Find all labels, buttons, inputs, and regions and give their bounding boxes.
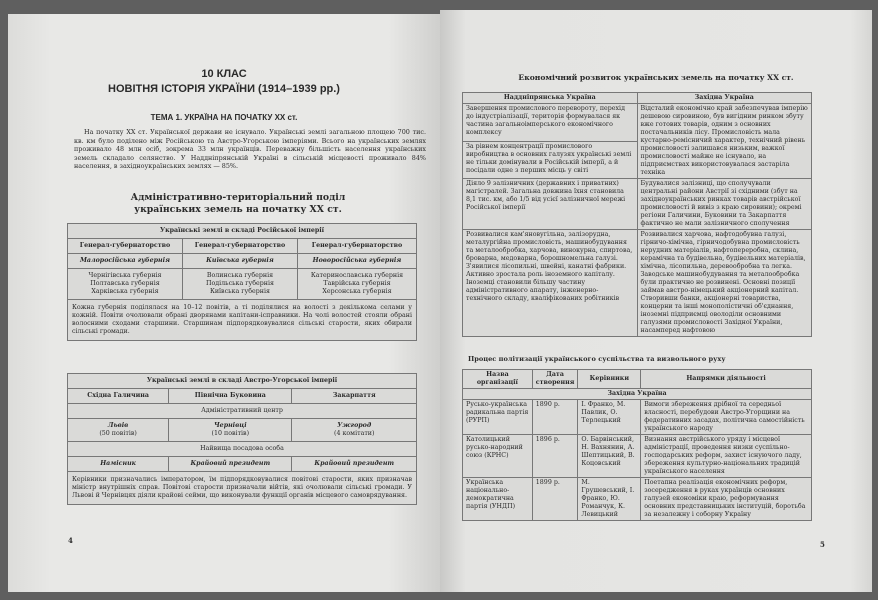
table-row [463,400,812,435]
politics-title: Процес політизації українського суспільства та визвольного руху [468,355,726,363]
table-cell: Завершення промислового перевороту, перехід до індустріалізації, територія формувалася як частина загальноімперського економічного комплексу [463,104,638,142]
table-cell: Будувалися залізниці, що сполучували центральні райони Австрії зі східними (збут на західноукраїнських ринках товарів австрійської промисловості й вивіз з краю сировини); окремі регіони Галичини, Буковини та Закарпаття фактично не мали залізничного сполучення [637,179,812,230]
province: Полтавська губернія [90,280,160,287]
official: Крайовий президент [169,457,292,472]
city: Ужгород [337,422,372,429]
admin-center [169,419,292,442]
official: Крайовий президент [292,457,417,472]
column-header: Дата створення [532,370,578,389]
official: Намісник [68,457,169,472]
econ-title: Економічний розвиток українських земель на початку XX ст. [518,73,794,82]
governorate-name: Київська губернія [182,254,297,269]
official-label: Найвища посадова особа [68,442,417,457]
page-number: 4 [68,536,73,545]
province-list [297,269,416,300]
province: Таврійська губернія [323,280,391,287]
org-name: Українська національно-демократична партія (УНДП) [463,478,533,521]
province: Катеринославська губернія [310,272,404,279]
left-page [8,14,440,592]
region-row: Західна Україна [463,389,812,400]
activity: Визнання австрійського уряду і місцевої адміністрації, проведення низки суспільно-господарських реформ, захист існуючого ладу, збереження культурно-національних традицій українського населення [641,435,812,478]
right-page [440,10,872,592]
table-note: Кожна губернія поділялася на 10–12 повітів, а ті поділялися на волості з декількома селами у кожній. Повіти очолювали обрані дворянами капітани-ісправники. На чолі волостей стояли обрані волосними сходами старшини. Старшинам підпорядковувалися сільські старости, яких обирали сільські громади. [68,300,417,341]
table-title: Українські землі в складі Австро-Угорської імперії [68,374,417,389]
activity: Вимоги збереження дрібної та середньої власності, перебудови Австро-Угорщини на федеративних засадах, політична самостійність українського народу [641,400,812,435]
page-number: 5 [820,540,825,549]
topic-heading: ТЕМА 1. УКРАЇНА НА ПОЧАТКУ XX ст. [150,113,298,122]
economy-table [462,92,812,337]
city: Чернівці [213,422,247,429]
column-type: Генерал-губернаторство [182,239,297,254]
column-header: Керівники [578,370,641,389]
column-header: Назва організації [463,370,533,389]
table-cell: Розвивалися харчова, нафтодобувна галузі, гірничо-хімічна, гірничодобувна промисловість нерудних матеріалів, нафтопереробна, склина, керамічна та будівельна, будівельних матеріалів, хімічна, лісопильна, деревообробна та легка. Заводське машинобудування та металообробка були практично не розвинені. Основні позиції займав австро-німецький акціонерний капітал. Створивши банки, акціонерні товариства, концерни та інші монополістичні об'єднання, іноземні підприємці оволоділи основними галузями промисловості Західної України, насамперед нафтовою [637,230,812,337]
table-cell: Діяло 9 залізничних (державних і приватних) магістралей. Загальна довжина їхня становила 8,1 тис. км, або 1/5 від усієї залізничної мережі Російської імперії [463,179,638,230]
grade-heading: 10 КЛАС [201,68,247,80]
province: Чернігівська губернія [88,272,162,279]
table-cell: Розвивалися кам'яновугільна, залізорудна, металургійна промисловість, машинобудування та металообробка, харчова, винокурна, спиртова, броварна, медоварна, борошномельна галузі. З'явилися лісопильні, швейні, канатні фабрики. Активно зростала роль іноземного капіталу. Іноземці становили більшу частину адміністративного апарату, інженерно-технічного складу, кваліфікованих робітників [463,230,638,337]
column-type: Генерал-губернаторство [297,239,416,254]
org-name: Русько-українська радикальна партія (РУРП) [463,400,533,435]
leaders: О. Барвінський, Н. Вахнянин, А. Шептицький, В. Коцовський [578,435,641,478]
column-type: Генерал-губернаторство [68,239,183,254]
governorate-name: Малоросійська губернія [68,254,183,269]
politics-table [462,369,812,521]
region-name: Східна Галичина [68,389,169,404]
province: Подільська губернія [205,280,274,287]
russian-empire-table [67,223,417,341]
course-title: НОВІТНЯ ІСТОРІЯ УКРАЇНИ (1914–1939 рр.) [108,83,340,95]
activity: Поетапна реалізація економічних реформ, зосередження в руках українців основних галузей економіки краю, реформування основних представницьких інституцій, боротьба за незалежну і соборну Україну [641,478,812,521]
founding-date: 1896 р. [532,435,578,478]
province: Херсонська губернія [322,288,392,295]
center-label: Адміністративний центр [68,404,417,419]
governorate-name: Новоросійська губернія [297,254,416,269]
table-cell: За рівнем концентрації промислового виробництва в основних галузях українські землі не тільки домінували в Російській імперії, а й посідали одне з перших місць у світі [463,141,638,179]
province-list [182,269,297,300]
founding-date: 1899 р. [532,478,578,521]
column-header: Наддніпрянська Україна [463,93,638,104]
province: Волинська губернія [206,272,274,279]
leaders: М. Грушевський, І. Франко, Ю. Романчук, К. Левицький [578,478,641,521]
province: Київська губернія [209,288,270,295]
table-note: Керівники призначались імператором, їм підпорядковувалися повітові старости, яких призначав міністр внутрішніх справ. Повітові старости призначали війтів, які очолювали сільські громади. У Львові й Чернівцях діяли крайові сейми, що виконували функції органів місцевого самоврядування. [68,472,417,505]
city: Львів [107,422,129,429]
region-name: Закарпаття [292,389,417,404]
admin-center [68,419,169,442]
table-cell: Відсталий економічно край забезпечував імперію дешевою сировиною, був вигідним ринком збуту вже готових товарів, одним з основних постачальників лісу. Промисловість мала кустарно-ремісничий характер, технічний рівень промисловості залишався низьким, важкої промисловості майже не існувало, на підприємствах використовувалася застаріла техніка [637,104,812,179]
org-name: Католицький русько-народний союз (КРНС) [463,435,533,478]
austro-hungarian-table [67,373,417,505]
table-row [463,435,812,478]
province-list [68,269,183,300]
region-name: Північна Буковина [169,389,292,404]
units: (50 повітів) [99,430,137,437]
founding-date: 1890 р. [532,400,578,435]
units: (4 комітати) [333,430,375,437]
admin-center [292,419,417,442]
column-header: Західна Україна [637,93,812,104]
leaders: І. Франко, М. Павлик, О. Терлецький [578,400,641,435]
table-row [463,478,812,521]
section-title: Адміністративно-територіальний поділ українських земель на початку XX ст. [130,192,346,215]
column-header: Напрямки діяльності [641,370,812,389]
intro-paragraph: На початку XX ст. Української держави не існувало. Українські землі загальною площею 700 тис. кв. км було поділено між Російською та Австро-Угорською імперіями. Всього на українських землях проживало 48 млн осіб, зокрема 33 млн українців. Переважну більшість населення українських земель складало селянство. У Наддніпрянській Україні в сільській місцевості проживало 84% населення, в західноукраїнських землях — 85%. [74,128,426,170]
province: Харківська губернія [91,288,159,295]
table-title: Українські землі в складі Російської імперії [68,224,417,239]
units: (10 повітів) [211,430,250,437]
